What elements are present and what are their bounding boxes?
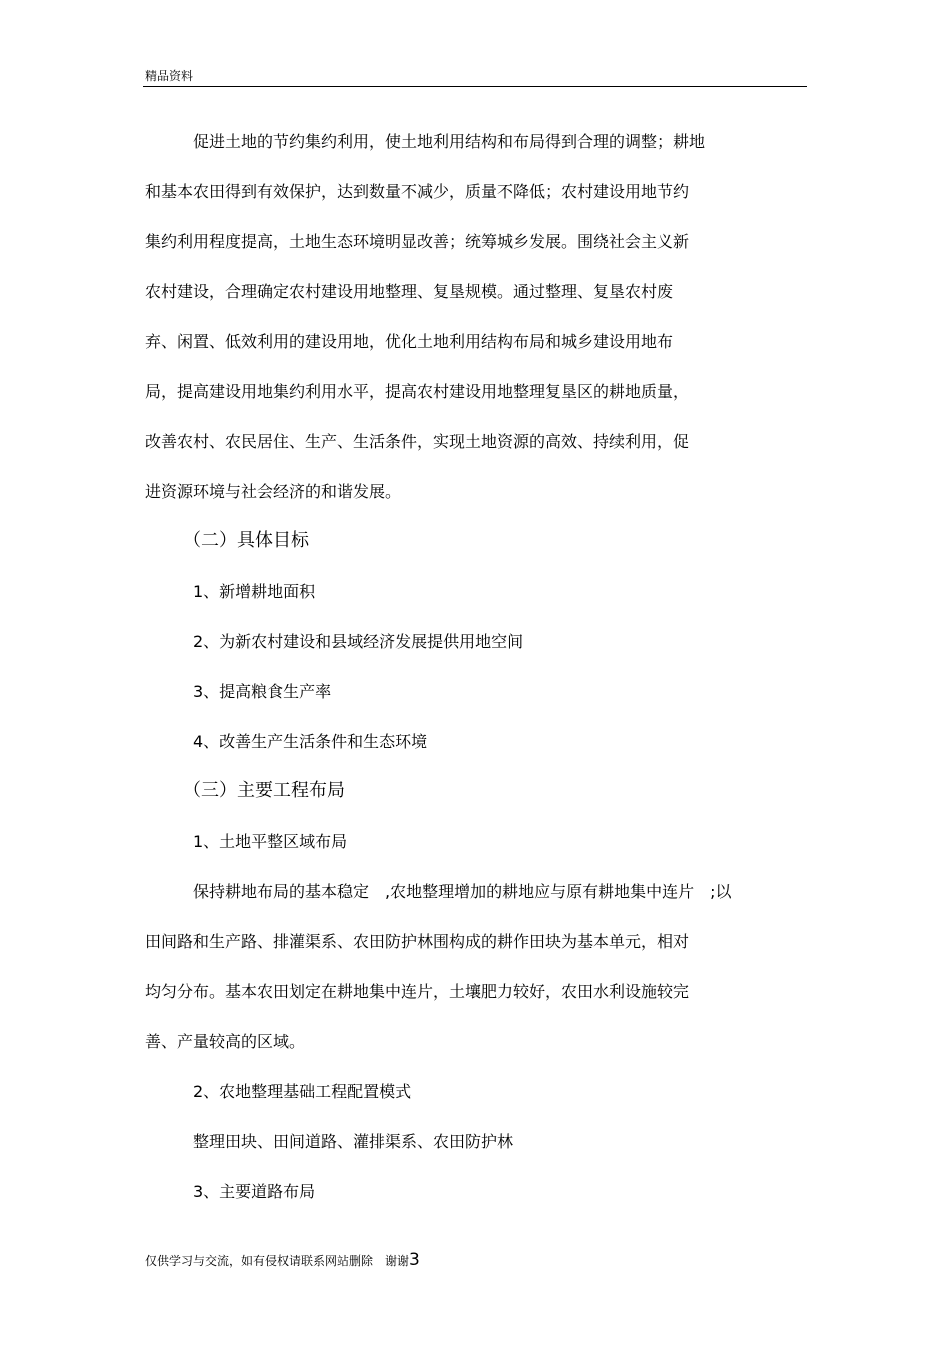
page-footer xyxy=(145,1250,420,1270)
list-item: 2、为新农村建设和县域经济发展提供用地空间 xyxy=(193,632,524,651)
section-heading-3: （三）主要工程布局 xyxy=(183,780,345,801)
list-item: 4、改善生产生活条件和生态环境 xyxy=(193,732,428,751)
subheading-1: 1、土地平整区域布局 xyxy=(193,832,348,851)
subheading-2: 2、农地整理基础工程配置模式 xyxy=(193,1082,412,1101)
header-rule xyxy=(143,86,807,87)
text-line: 均匀分布。基本农田划定在耕地集中连片，土壤肥力较好，农田水利设施较完 xyxy=(145,982,690,1001)
text-line: 保持耕地布局的基本稳定 ,农地整理增加的耕地应与原有耕地集中连片 ;以 xyxy=(193,882,732,901)
subheading-2-text: 整理田块、田间道路、灌排渠系、农田防护林 xyxy=(193,1132,514,1151)
text-line: 田间路和生产路、排灌渠系、农田防护林围构成的耕作田块为基本单元，相对 xyxy=(145,932,690,951)
page-header-label: 精品资料 xyxy=(145,69,194,83)
text-line: 弃、闲置、低效利用的建设用地，优化土地利用结构布局和城乡建设用地布 xyxy=(145,332,674,351)
text-line: 局，提高建设用地集约利用水平，提高农村建设用地整理复垦区的耕地质量， xyxy=(145,382,690,401)
subheading-3: 3、主要道路布局 xyxy=(193,1182,316,1201)
text-line: 集约利用程度提高，土地生态环境明显改善；统筹城乡发展。围绕社会主义新 xyxy=(145,232,690,251)
footer-text: 仅供学习与交流，如有侵权请联系网站删除 谢谢 xyxy=(145,1254,410,1268)
text-line: 进资源环境与社会经济的和谐发展。 xyxy=(145,482,402,501)
text-line: 善、产量较高的区域。 xyxy=(145,1032,306,1051)
text-line: 农村建设，合理确定农村建设用地整理、复垦规模。通过整理、复垦农村废 xyxy=(145,282,674,301)
section-heading-2: （二）具体目标 xyxy=(183,530,309,551)
page-number: 3 xyxy=(409,1250,420,1270)
text-line: 促进土地的节约集约利用，使土地利用结构和布局得到合理的调整；耕地 xyxy=(193,132,706,151)
text-line: 改善农村、农民居住、生产、生活条件，实现土地资源的高效、持续利用，促 xyxy=(145,432,690,451)
list-item: 3、提高粮食生产率 xyxy=(193,682,332,701)
list-item: 1、新增耕地面积 xyxy=(193,582,316,601)
text-line: 和基本农田得到有效保护，达到数量不减少，质量不降低；农村建设用地节约 xyxy=(145,182,690,201)
